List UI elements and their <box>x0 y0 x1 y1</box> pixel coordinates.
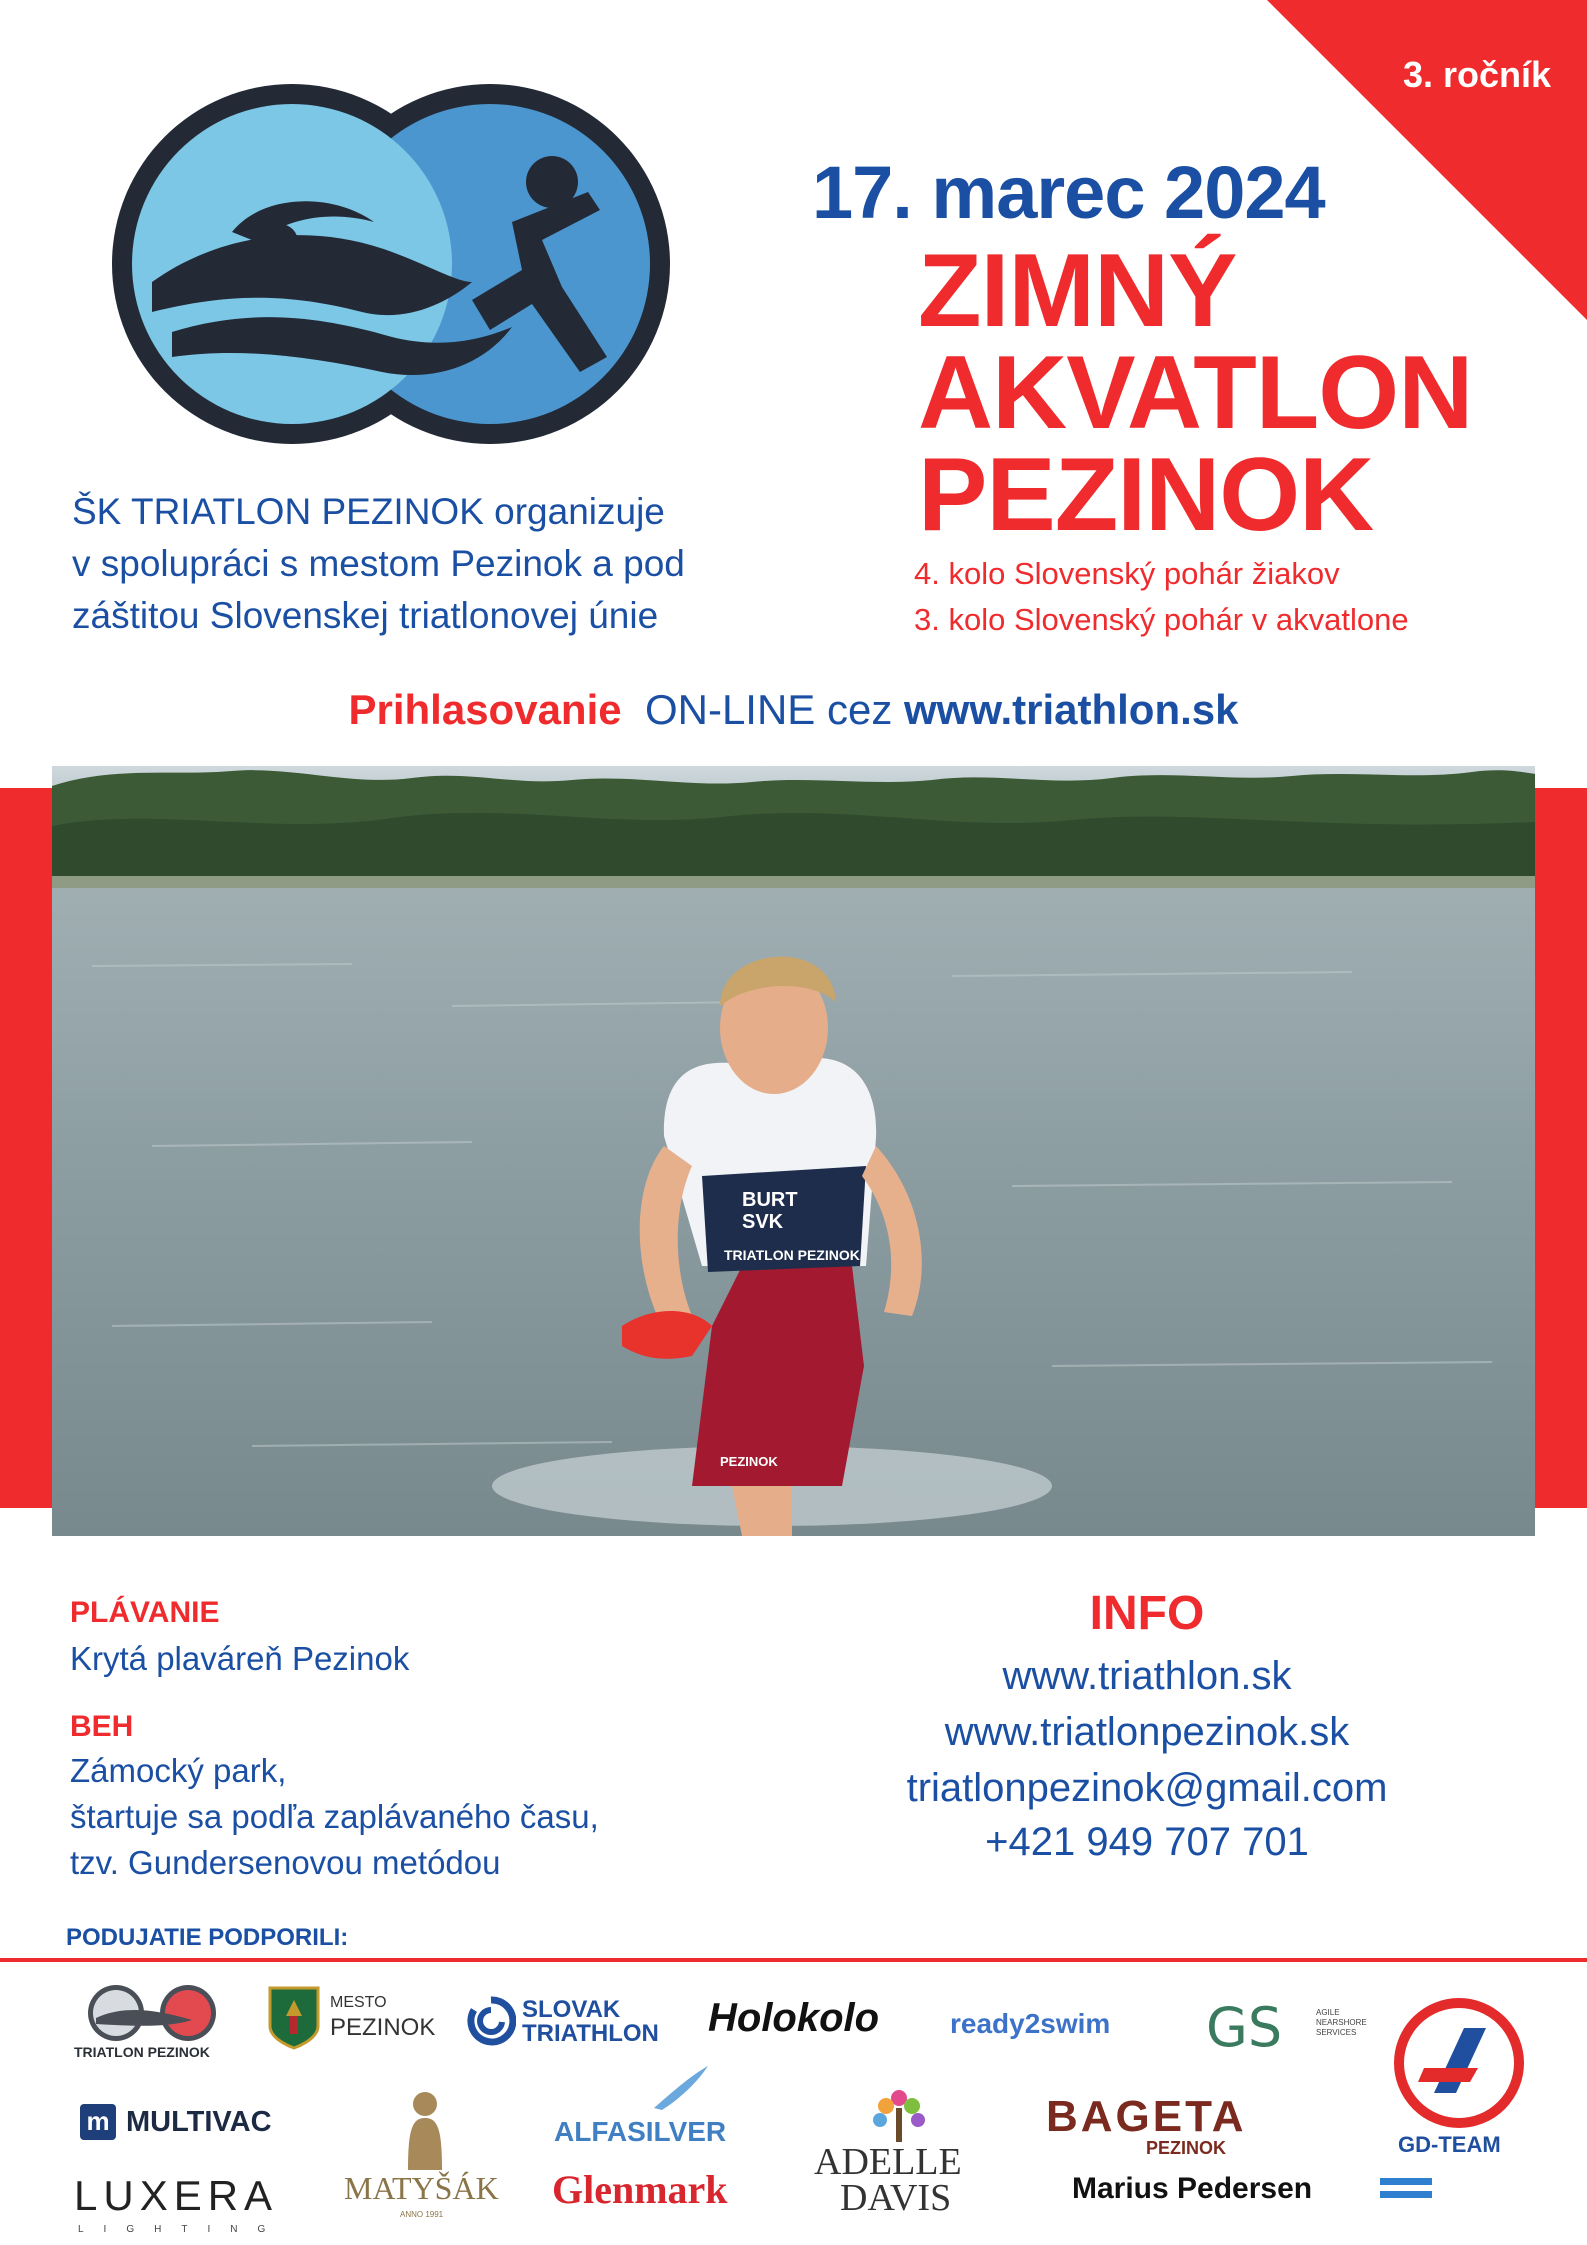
marius-flag-icon <box>1380 2178 1432 2198</box>
round-line: 4. kolo Slovenský pohár žiakov <box>914 556 1340 591</box>
event-date: 17. marec 2024 <box>812 151 1325 234</box>
event-title <box>918 233 1473 553</box>
sponsor-label: AGILE <box>1316 2008 1340 2017</box>
registration-middle: ON-LINE cez <box>644 686 893 733</box>
sponsor-label: ADELLE <box>814 2141 962 2183</box>
sponsor-label: MULTIVAC <box>126 2106 272 2138</box>
run-line: tzv. Gundersenovou metódou <box>70 1844 501 1881</box>
sponsor-label: NEARSHORE <box>1316 2018 1367 2027</box>
sponsor-alfasilver <box>554 2064 734 2150</box>
multivac-mark: m <box>80 2104 116 2140</box>
sponsor-luxera <box>74 2172 314 2242</box>
title-line: AKVATLON <box>918 335 1473 451</box>
adelle-tree-icon <box>864 2084 934 2144</box>
sponsors-divider <box>0 1958 1587 1962</box>
athlete-photo <box>52 766 1535 1536</box>
sponsor-gs-sub <box>1316 2008 1367 2038</box>
sponsor-label: ALFASILVER <box>554 2116 727 2147</box>
matysak-figure-icon <box>400 2090 450 2170</box>
sponsor-label: TRIATLON PEZINOK <box>74 2044 210 2060</box>
round-line: 3. kolo Slovenský pohár v akvatlone <box>914 602 1409 637</box>
sponsor-label: SLOVAK <box>522 1996 621 2023</box>
sponsor-label: LIGHTING <box>78 2224 286 2235</box>
shorts-text: PEZINOK <box>720 1454 778 1469</box>
sponsor-ready2swim: ready2swim <box>950 2008 1111 2039</box>
sponsor-label: MESTO <box>330 1994 387 2011</box>
alfasilver-swoosh-icon <box>650 2064 710 2112</box>
sponsor-triatlon-pezinok <box>72 1984 232 2064</box>
run-text <box>70 1748 599 1886</box>
title-line: PEZINOK <box>918 437 1374 553</box>
sponsor-label: MATYŠÁK <box>344 2170 499 2206</box>
sponsor-glenmark: Glenmark <box>552 2167 728 2212</box>
sponsor-label: SERVICES <box>1316 2028 1357 2037</box>
slovak-triathlon-icon <box>466 1996 516 2046</box>
organizer-line: ŠK TRIATLON PEZINOK organizuje <box>72 491 665 532</box>
info-link[interactable]: www.triathlon.sk <box>1002 1654 1292 1698</box>
sponsor-gs <box>1206 1996 1376 2059</box>
registration-label: Prihlasovanie <box>348 686 622 733</box>
sponsor-gd-team <box>1394 1998 1524 2158</box>
info-email[interactable]: triatlonpezinok@gmail.com <box>906 1766 1388 1810</box>
sponsor-label: PEZINOK <box>1146 2138 1227 2158</box>
title-line: ZIMNÝ <box>918 233 1237 349</box>
sponsor-label: TRIATHLON <box>522 2020 659 2047</box>
edition-badge: 3. ročník <box>1402 54 1551 95</box>
organizer-line: v spolupráci s mestom Pezinok a pod <box>72 543 685 584</box>
suit-text: TRIATLON PEZINOK <box>724 1247 860 1263</box>
sponsor-mesto-pezinok <box>268 1986 448 2050</box>
info-heading: INFO <box>1089 1587 1205 1640</box>
sponsors-heading: PODUJATIE PODPORILI: <box>66 1924 349 1951</box>
sponsor-bageta <box>1046 2092 1276 2162</box>
sponsor-label: DAVIS <box>840 2177 952 2219</box>
bib-text: SVK <box>742 1211 784 1233</box>
sponsor-multivac <box>80 2104 310 2144</box>
pezinok-crest-icon <box>268 1986 320 2050</box>
sponsor-holokolo: Holokolo <box>708 1996 880 2040</box>
sponsor-slovak-triathlon <box>466 1996 696 2046</box>
sponsor-label: BAGETA <box>1046 2092 1247 2141</box>
run-line: štartuje sa podľa zaplávaného času, <box>70 1798 599 1835</box>
info-link[interactable]: www.triatlonpezinok.sk <box>944 1710 1350 1754</box>
run-heading: BEH <box>70 1710 134 1743</box>
swim-heading: PLÁVANIE <box>70 1596 220 1629</box>
sponsor-adelle-davis <box>812 2084 988 2219</box>
organizer-line: záštitou Slovenskej triatlonovej únie <box>72 595 659 636</box>
gd-team-logo-icon <box>1394 1998 1524 2128</box>
sponsor-label: ANNO 1991 <box>400 2210 444 2219</box>
sponsor-matysak <box>340 2090 510 2220</box>
registration-line <box>0 686 1587 734</box>
sponsor-label: GD-TEAM <box>1398 2132 1501 2157</box>
organizer-text <box>72 486 685 642</box>
swim-text: Krytá plaváreň Pezinok <box>70 1640 410 1677</box>
registration-link[interactable]: www.triathlon.sk <box>904 686 1239 733</box>
bib-text: BURT <box>742 1189 798 1211</box>
sponsor-label: PEZINOK <box>330 2014 436 2041</box>
club-logo <box>112 82 672 446</box>
sponsor-marius-pedersen: Marius Pedersen <box>1072 2172 1313 2205</box>
sponsor-label: GS <box>1206 1996 1283 2059</box>
run-line: Zámocký park, <box>70 1752 287 1789</box>
info-phone: +421 949 707 701 <box>985 1820 1309 1864</box>
sponsor-label: LUXERA <box>74 2172 279 2219</box>
